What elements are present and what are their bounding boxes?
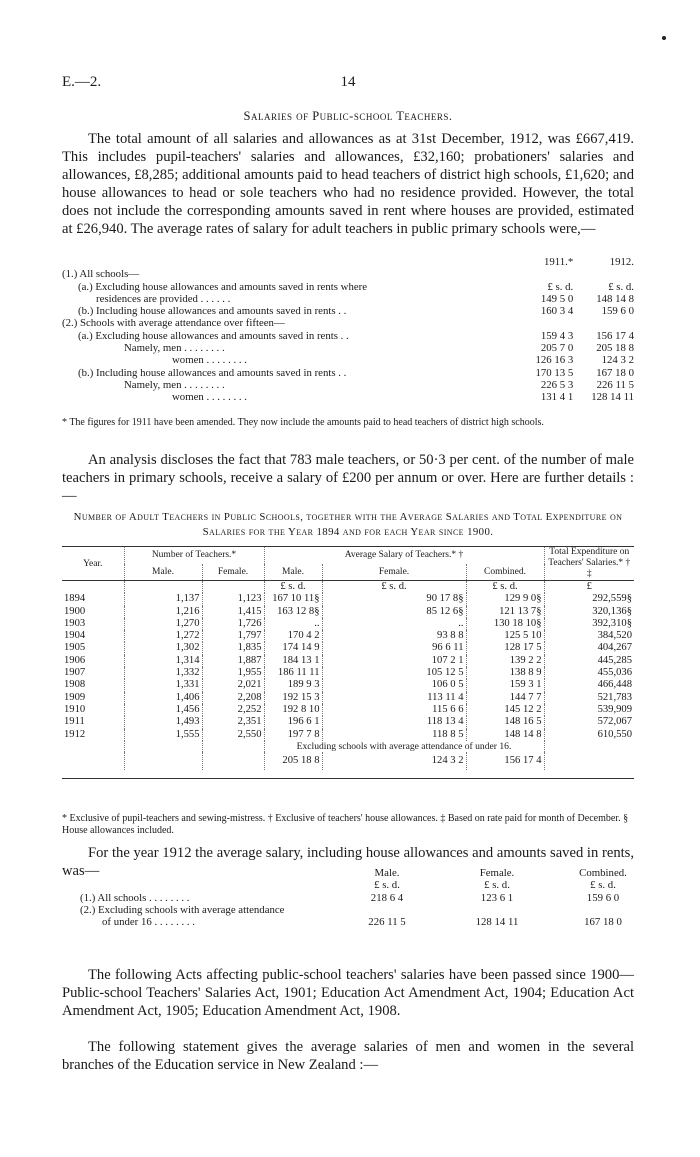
table-row — [62, 642, 634, 654]
rates-row — [62, 342, 634, 354]
rates-1912-value: 124 3 2 — [601, 354, 634, 367]
row-avg-male: 170 4 2 — [264, 630, 322, 642]
row-avg-female: 93 8 8 — [322, 630, 466, 642]
avg-col-combined: Combined. — [579, 867, 627, 879]
rates-row — [62, 281, 634, 293]
rates-1912-value: 167 18 0 — [596, 366, 634, 379]
table-row — [62, 655, 634, 667]
page-speck — [662, 36, 666, 40]
rates-1912-value: 226 11 5 — [596, 378, 634, 391]
row-total: 539,909 — [544, 704, 634, 716]
row-avg-male: 184 13 1 — [264, 655, 322, 667]
row-avg-combined: 145 12 2 — [466, 704, 544, 716]
row-female-count: 2,351 — [202, 716, 264, 728]
row-avg-female: 115 6 6 — [322, 704, 466, 716]
rates-1912-value: £ s. d. — [608, 280, 634, 293]
average-1912-table — [62, 867, 634, 928]
row-male-count: 1,406 — [124, 692, 202, 704]
excl-avg-combined: 156 17 4 — [466, 752, 544, 770]
col-number-female: Female. — [202, 564, 264, 581]
units-combined: £ s. d. — [466, 581, 544, 594]
row-year: 1900 — [64, 605, 86, 617]
rates-1912-value — [591, 268, 634, 280]
row-avg-male: 174 14 9 — [264, 642, 322, 654]
avg-row-label: (1.) All schools . . . . . . . . — [80, 891, 190, 904]
row-male-count: 1,332 — [124, 667, 202, 679]
excluding-note: Excluding schools with average attendance of under 16. — [264, 741, 544, 752]
rates-1911-value: 160 3 4 — [540, 305, 574, 318]
row-female-count: 2,021 — [202, 679, 264, 691]
row-year: 1910 — [64, 703, 86, 715]
row-total: 392,310§ — [544, 618, 634, 630]
row-female-count: 1,887 — [202, 655, 264, 667]
row-avg-combined: 139 2 2 — [466, 655, 544, 667]
table-row — [62, 618, 634, 630]
row-total: 320,136§ — [544, 606, 634, 618]
avg-row-combined: 159 6 0 — [586, 891, 620, 904]
table-row — [62, 716, 634, 728]
rates-row — [62, 367, 634, 379]
rates-1912-value: 148 14 8 — [596, 292, 634, 305]
row-avg-combined: 130 18 10§ — [466, 618, 544, 630]
row-avg-male: 167 10 11§ — [264, 593, 322, 605]
avg-row-male: 226 11 5 — [368, 916, 406, 929]
row-avg-combined: 159 3 1 — [466, 679, 544, 691]
col-number-male: Male. — [124, 564, 202, 581]
rates-label: women . . . . . . . . — [172, 354, 247, 367]
row-avg-male: 189 9 3 — [264, 679, 322, 691]
table-row — [62, 630, 634, 642]
rates-label: residences are provided . . . . . . — [96, 292, 231, 305]
avg-row-female — [462, 904, 532, 916]
paragraph-analysis: An analysis discloses the fact that 783 male teachers, or 50·3 per cent. of the number of male teachers in primary schools, receive a salary of £200 per annum or over. Here are further details :— — [62, 452, 634, 504]
rates-1911-value: £ s. d. — [547, 280, 574, 293]
units-male: £ s. d. — [264, 581, 322, 594]
row-female-count: 1,955 — [202, 667, 264, 679]
avg-row — [62, 892, 634, 904]
row-male-count: 1,456 — [124, 704, 202, 716]
row-year: 1911 — [64, 716, 85, 728]
row-total: 521,783 — [544, 692, 634, 704]
row-avg-female: 118 8 5 — [322, 729, 466, 741]
avg-col-male: Male. — [374, 867, 400, 879]
row-avg-female: 96 6 11 — [322, 642, 466, 654]
row-total: 404,267 — [544, 642, 634, 654]
avg-row — [62, 916, 634, 928]
rates-label: (b.) Including house allowances and amounts saved in rents . . — [78, 305, 347, 318]
rates-col-1911: 1911.* — [543, 256, 574, 268]
rates-label: women . . . . . . . . — [172, 391, 247, 404]
row-year: 1903 — [64, 617, 86, 629]
avg-units-male: £ s. d. — [374, 879, 400, 892]
rates-1911-value: 149 5 0 — [540, 292, 574, 305]
row-avg-male: 196 6 1 — [264, 716, 322, 728]
avg-row-male — [352, 904, 422, 916]
row-year: 1912 — [64, 728, 86, 740]
rates-row — [62, 391, 634, 403]
row-avg-male: 192 8 10 — [264, 704, 322, 716]
page-number: 14 — [340, 74, 356, 90]
avg-row-female: 128 14 11 — [475, 916, 519, 929]
row-female-count: 2,550 — [202, 729, 264, 741]
rates-1911-value — [535, 268, 573, 280]
col-number-teachers: Number of Teachers.* — [124, 547, 264, 564]
row-year: 1909 — [64, 691, 86, 703]
rates-1911-value: 126 16 3 — [535, 354, 574, 367]
avg-col-female: Female. — [479, 867, 515, 879]
row-avg-female: 118 13 4 — [322, 716, 466, 728]
rates-label: (2.) Schools with average attendance over fifteen— — [62, 317, 285, 330]
table-title: Number of Adult Teachers in Public Schools, together with the Average Salaries and Total Expenditure on Salaries for the Year 1894 and for each Year since 1900. — [73, 511, 623, 538]
row-male-count: 1,272 — [124, 630, 202, 642]
row-avg-female: 106 0 5 — [322, 679, 466, 691]
row-avg-combined: 121 13 7§ — [466, 606, 544, 618]
row-female-count: 1,123 — [202, 593, 264, 605]
avg-units-female: £ s. d. — [484, 879, 510, 892]
row-total: 384,520 — [544, 630, 634, 642]
row-male-count: 1,270 — [124, 618, 202, 630]
rates-1911-value: 159 4 3 — [540, 329, 574, 342]
section-title: Salaries of Public-school Teachers. — [243, 109, 453, 123]
rates-row — [62, 317, 634, 329]
row-avg-male: .. — [264, 618, 322, 630]
rates-row — [62, 305, 634, 317]
table-row — [62, 692, 634, 704]
rates-1911-value — [535, 317, 573, 329]
rates-1912-value — [591, 317, 634, 329]
table-row — [62, 679, 634, 691]
row-avg-male: 192 15 3 — [264, 692, 322, 704]
row-female-count: 1,797 — [202, 630, 264, 642]
row-male-count: 1,302 — [124, 642, 202, 654]
table-row — [62, 667, 634, 679]
avg-row-label: of under 16 . . . . . . . . — [102, 916, 195, 929]
row-avg-female: .. — [322, 618, 466, 630]
paragraph-statement: The following statement gives the average salaries of men and women in the several branches of the Education service in New Zealand :— — [62, 1039, 634, 1073]
row-male-count: 1,314 — [124, 655, 202, 667]
col-year: Year. — [83, 558, 103, 569]
row-avg-male: 197 7 8 — [264, 729, 322, 741]
units-female: £ s. d. — [322, 581, 466, 594]
excl-avg-female: 124 3 2 — [322, 752, 466, 770]
avg-units-combined: £ s. d. — [590, 879, 616, 892]
rates-1912-value: 205 18 8 — [596, 342, 634, 355]
table-row — [62, 606, 634, 618]
rates-label: (1.) All schools— — [62, 268, 140, 281]
paragraph-1912-average: For the year 1912 the average salary, including house allowances and amounts saved in rents, was— — [62, 845, 634, 879]
rates-1912-value: 128 14 11 — [591, 391, 634, 404]
row-total: 610,550 — [544, 729, 634, 741]
row-male-count: 1,555 — [124, 729, 202, 741]
row-avg-female: 113 11 4 — [322, 692, 466, 704]
rates-row — [62, 293, 634, 305]
rates-row — [62, 379, 634, 391]
col-total-expenditure: Total Expenditure on Teachers' Salaries.* † ‡ — [544, 547, 634, 581]
row-avg-female: 85 12 6§ — [322, 606, 466, 618]
footnote-table: * Exclusive of pupil-teachers and sewing-mistress. † Exclusive of teachers' house allowances. ‡ Based on rate paid for month of December. § House allowances included. — [62, 813, 629, 836]
row-avg-combined: 144 7 7 — [466, 692, 544, 704]
table-row — [62, 704, 634, 716]
excl-avg-male: 205 18 8 — [264, 752, 322, 770]
rates-1911-value: 205 7 0 — [540, 342, 574, 355]
row-male-count: 1,137 — [124, 593, 202, 605]
footnote-1911: * The figures for 1911 have been amended. They now include the amounts paid to head teachers of district high schools. — [62, 417, 544, 428]
rates-col-1912: 1912. — [609, 256, 634, 268]
rates-label: Namely, men . . . . . . . . — [124, 378, 225, 391]
rates-row — [62, 268, 634, 280]
table-row — [62, 729, 634, 741]
rates-1912-value: 159 6 0 — [601, 305, 634, 318]
avg-row — [62, 904, 634, 916]
col-average-salary: Average Salary of Teachers.* † — [264, 547, 544, 564]
row-total: 455,036 — [544, 667, 634, 679]
row-female-count: 1,835 — [202, 642, 264, 654]
rates-row — [62, 354, 634, 366]
row-avg-male: 163 12 8§ — [264, 606, 322, 618]
paragraph-acts: The following Acts affecting public-school teachers' salaries have been passed since 1900—Public-school Teachers' Salaries Act, 1901; Education Act Amendment Act, 1904; Education Act Amendment Act, 1905; Education Amendment Act, 1908. — [62, 967, 634, 1019]
col-avg-male: Male. — [264, 564, 322, 581]
table-row — [62, 593, 634, 605]
avg-row-male: 218 6 4 — [370, 891, 404, 904]
rates-1912-value: 156 17 4 — [596, 329, 634, 342]
row-total: 466,448 — [544, 679, 634, 691]
rates-1911-value: 226 5 3 — [540, 378, 574, 391]
row-avg-combined: 148 14 8 — [466, 729, 544, 741]
row-avg-combined: 148 16 5 — [466, 716, 544, 728]
rates-label: (a.) Excluding house allowances and amounts saved in rents where — [78, 280, 368, 293]
row-avg-combined: 125 5 10 — [466, 630, 544, 642]
col-avg-combined: Combined. — [466, 564, 544, 581]
row-avg-combined: 129 9 0§ — [466, 593, 544, 605]
rates-1911-value: 131 4 1 — [540, 391, 574, 404]
row-avg-female: 107 2 1 — [322, 655, 466, 667]
row-male-count: 1,216 — [124, 606, 202, 618]
rates-1911-value: 170 13 5 — [535, 366, 574, 379]
rates-label: (a.) Excluding house allowances and amounts saved in rents . . — [78, 329, 349, 342]
row-female-count: 1,726 — [202, 618, 264, 630]
row-total: 572,067 — [544, 716, 634, 728]
rates-label: (b.) Including house allowances and amounts saved in rents . . — [78, 366, 347, 379]
paragraph-salaries-total: The total amount of all salaries and allowances as at 31st December, 1912, was £667,419. This includes pupil-teachers' salaries and allowances, £32,160; probationers' salaries and allowances, £8,285; additional amounts paid to head teachers of district high schools, £1,620; and house allowances to head or sole teachers who had no residence provided. However, the total does not include the corresponding amounts saved in rent where houses are provided, estimated at £26,940. The average rates of salary for adult teachers in public primary schools were,— — [62, 131, 634, 237]
row-year: 1908 — [64, 679, 86, 691]
row-year: 1904 — [64, 630, 86, 642]
row-female-count: 2,252 — [202, 704, 264, 716]
row-female-count: 2,208 — [202, 692, 264, 704]
row-avg-combined: 138 8 9 — [466, 667, 544, 679]
row-male-count: 1,493 — [124, 716, 202, 728]
avg-row-combined — [572, 904, 634, 916]
avg-row-combined: 167 18 0 — [584, 916, 622, 929]
row-total: 445,285 — [544, 655, 634, 667]
rates-row — [62, 330, 634, 342]
row-total: 292,559§ — [544, 593, 634, 605]
row-avg-female: 90 17 8§ — [322, 593, 466, 605]
units-total: £ — [544, 581, 634, 594]
rates-label: Namely, men . . . . . . . . — [124, 342, 225, 355]
row-year: 1905 — [64, 642, 86, 654]
row-avg-female: 105 12 5 — [322, 667, 466, 679]
row-year: 1894 — [64, 593, 86, 605]
teachers-table — [62, 546, 634, 779]
report-reference: E.—2. — [62, 74, 102, 90]
row-male-count: 1,331 — [124, 679, 202, 691]
row-year: 1907 — [64, 667, 86, 679]
avg-row-female: 123 6 1 — [480, 891, 514, 904]
rates-table — [62, 256, 634, 404]
row-avg-male: 186 11 11 — [264, 667, 322, 679]
row-female-count: 1,415 — [202, 606, 264, 618]
col-avg-female: Female. — [322, 564, 466, 581]
avg-row-label: (2.) Excluding schools with average attendance — [80, 903, 285, 916]
row-year: 1906 — [64, 654, 86, 666]
row-avg-combined: 128 17 5 — [466, 642, 544, 654]
